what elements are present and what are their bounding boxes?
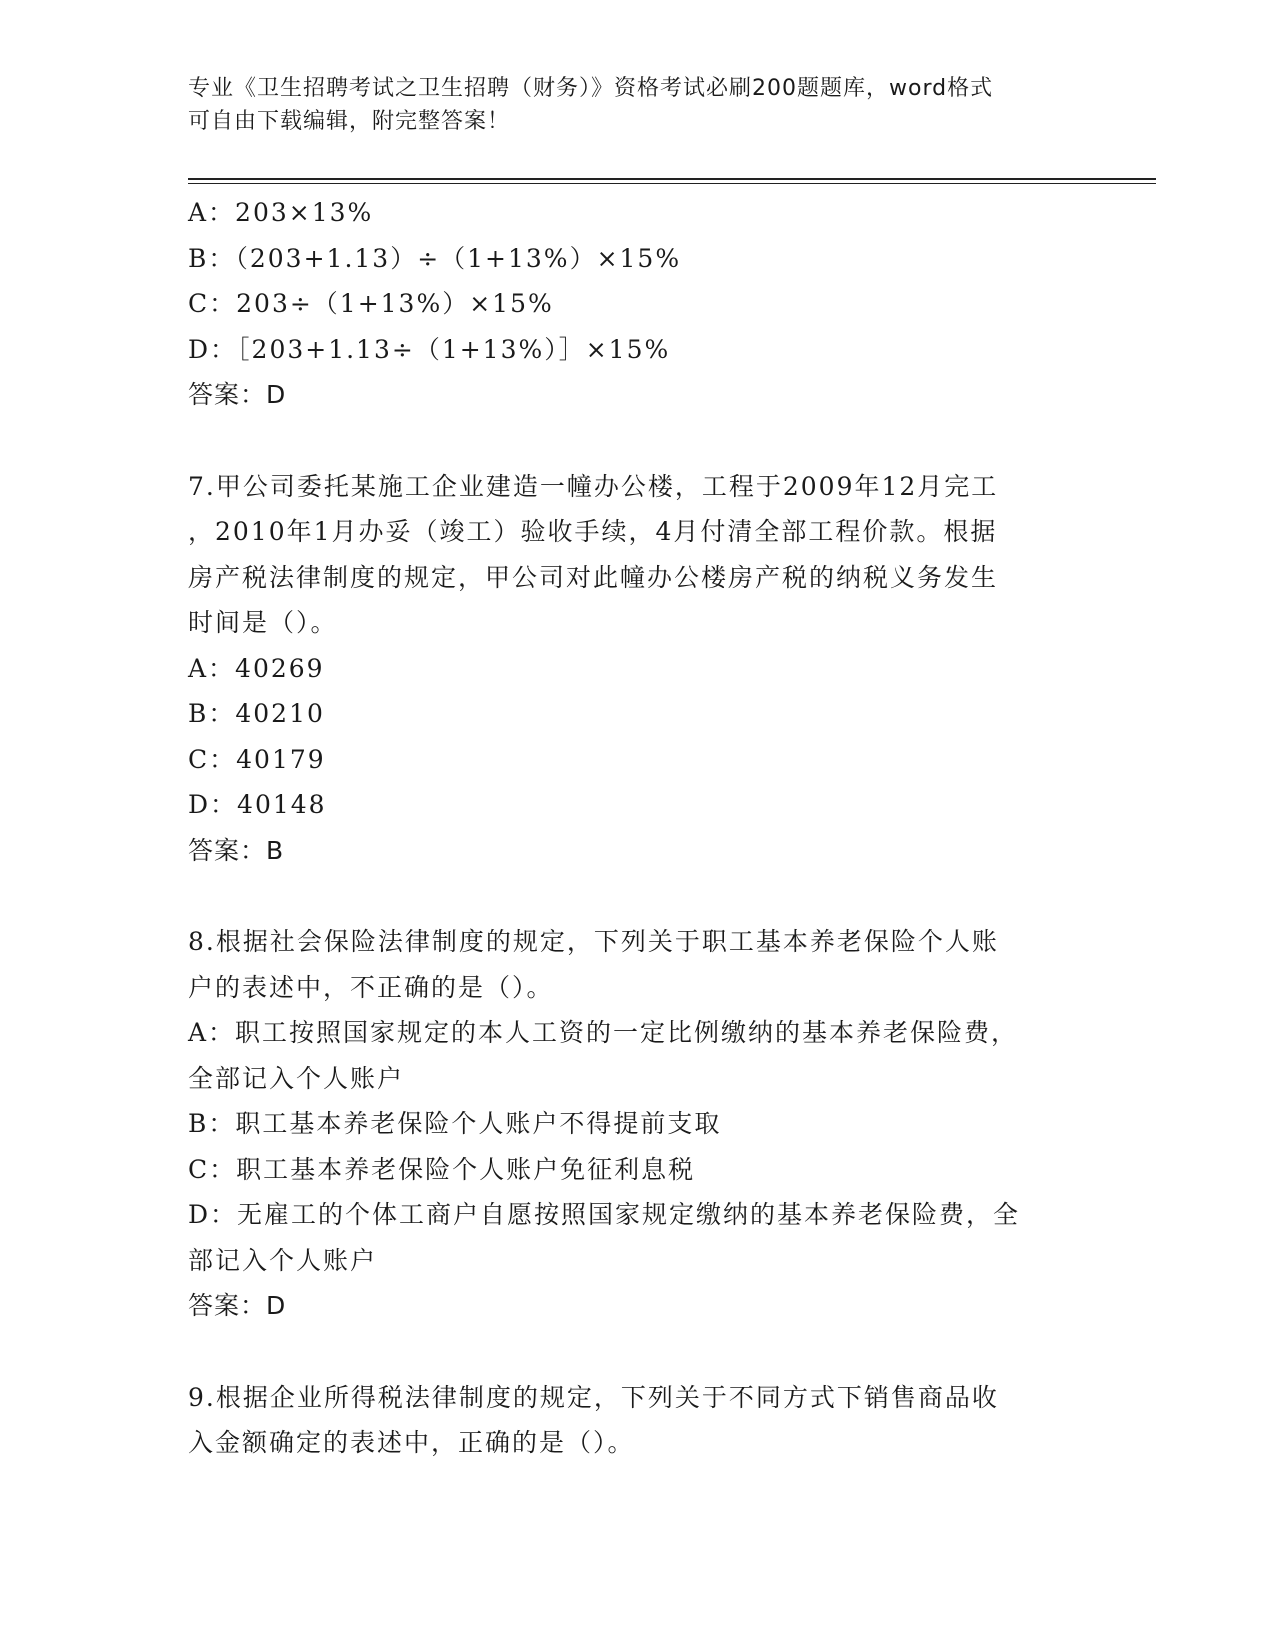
question-6-continued [188,190,1068,418]
option-a: A：职工按照国家规定的本人工资的一定比例缴纳的基本养老保险费， [188,1018,1019,1047]
answer: 答案：D [188,1291,287,1320]
option-d: D：［203+1.13÷（1+13%）］×15% [188,334,671,364]
option-a-continued: 全部记入个人账户 [188,1063,405,1093]
option-a: A：40269 [188,653,325,683]
question-stem-line: 时间是（）。 [188,608,338,637]
option-c: C：职工基本养老保险个人账户免征利息税 [188,1154,696,1184]
document-body [188,190,1068,1466]
question-stem-line: 户的表述中，不正确的是（）。 [188,972,554,1002]
option-a: A：203×13% [188,198,374,227]
question-stem-line: 房产税法律制度的规定，甲公司对此幢办公楼房产税的纳税义务发生 [188,562,999,592]
question-8 [188,919,1068,1329]
header-line-2: 可自由下载编辑，附完整答案！ [188,109,511,134]
question-stem-line: 8.根据社会保险法律制度的规定，下列关于职工基本养老保险个人账 [188,927,999,956]
question-stem-line: 入金额确定的表述中，正确的是（）。 [188,1428,635,1457]
question-stem-line: ，2010年1月办妥（竣工）验收手续，4月付清全部工程价款。根据 [188,517,998,546]
page-header [188,72,1068,138]
question-stem-line: 9.根据企业所得税法律制度的规定，下列关于不同方式下销售商品收 [188,1382,999,1412]
header-divider-thick [188,178,1156,180]
option-b: B：职工基本养老保险个人账户不得提前支取 [188,1109,722,1138]
option-d: D：40148 [188,790,327,819]
answer: 答案：B [188,835,285,865]
question-9 [188,1375,1068,1466]
option-c: C：40179 [188,744,326,774]
question-stem-line: 7.甲公司委托某施工企业建造一幢办公楼，工程于2009年12月完工 [188,471,999,501]
option-d: D：无雇工的个体工商户自愿按照国家规定缴纳的基本养老保险费，全 [188,1200,1021,1229]
answer: 答案：D [188,380,287,409]
option-d-continued: 部记入个人账户 [188,1245,378,1275]
header-divider-thin [188,183,1156,184]
question-7 [188,464,1068,874]
option-c: C：203÷（1+13%）×15% [188,289,554,318]
option-b: B：40210 [188,699,325,728]
option-b: B：（203+1.13）÷（1+13%）×15% [188,243,682,273]
header-line-1: 专业《卫生招聘考试之卫生招聘（财务）》资格考试必刷200题题库，word格式 [188,76,994,101]
